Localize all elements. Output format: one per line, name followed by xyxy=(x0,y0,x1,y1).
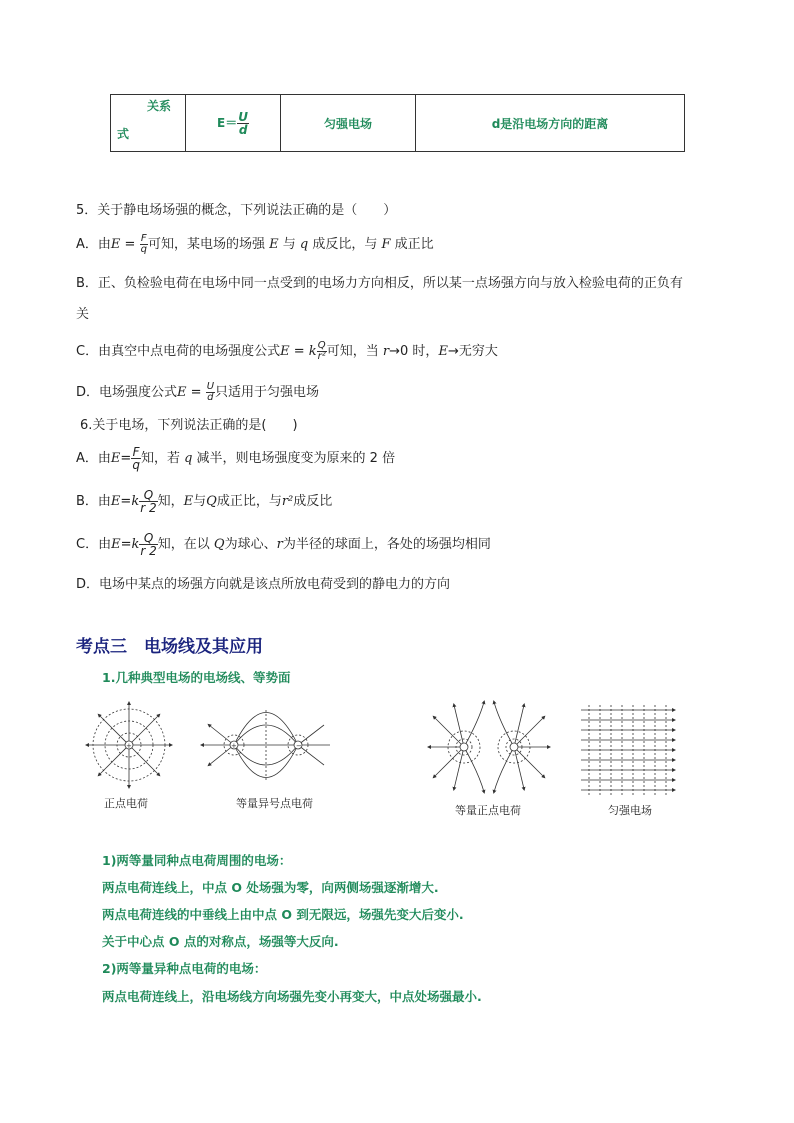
q5-d-pre: D．电场强度公式 xyxy=(76,385,178,400)
q6-option-d: D．电场中某点的场强方向就是该点所放电荷受到的静电力的方向 xyxy=(76,577,451,592)
formula-cell: E＝ $\frac{U}{d}$ xyxy=(186,95,281,152)
formula-num: U xyxy=(238,109,248,124)
q6-b-mid2: 成正比，与 xyxy=(216,494,282,509)
q6-b-post: 知， xyxy=(157,494,184,509)
q6-b-pre: B．由 xyxy=(76,494,111,509)
formula-table xyxy=(110,94,685,152)
caption-positive-charge: 正点电荷 xyxy=(104,797,148,810)
formula-fraction xyxy=(237,111,249,136)
q5-option-c: C．由真空中点电荷的电场强度公式E = k $\frac{Q}{\text{r²}}$ 可知，当 r→0 时，E→无穷大 xyxy=(76,340,498,362)
q6-a-tail: 减半，则电场强度变为原来的 2 倍 xyxy=(196,451,396,466)
q5-a-post: 可知，某电场的场强 xyxy=(147,237,265,252)
q5-d-frac: $\frac{U}{d}$ xyxy=(206,381,215,403)
relation-label-2: 式 xyxy=(117,127,130,141)
svg-text:+: + xyxy=(231,742,237,750)
positive-charge-diagram xyxy=(87,703,171,787)
q5-c-frac: $\frac{Q}{\text{r²}}$ xyxy=(317,340,326,362)
q6-b-mid: 与 xyxy=(193,494,207,509)
q6-c-frac: $\frac{Q}{r 2}$ xyxy=(140,531,157,558)
note-cell: d是沿电场方向的距离 xyxy=(416,95,685,152)
q5-c-pre: C．由真空中点电荷的电场强度公式 xyxy=(76,344,281,359)
q5-a-frac: $\frac{F}{q}$ xyxy=(140,233,147,255)
q6-a-pre: A．由 xyxy=(76,451,111,466)
q6-c-post: 知，在以 xyxy=(157,537,210,552)
caption-like-charges: 等量正点电荷 xyxy=(455,804,521,817)
q6-option-a: A．由E= $\frac{F}{q}$ 知，若 q 减半，则电场强度变为原来的 2 倍 xyxy=(76,445,396,472)
q6-option-b: B．由E=k $\frac{Q}{r 2}$ 知，E与Q成正比，与r²成反比 xyxy=(76,488,333,515)
note-heading-2: 2)两等量异种点电荷的电场： xyxy=(102,961,267,976)
caption-uniform-field: 匀强电场 xyxy=(608,804,652,817)
note-heading-1: 1)两等量同种点电荷周围的电场： xyxy=(102,853,292,868)
section-subtitle: 1.几种典型电场的电场线、等势面 xyxy=(102,670,291,685)
formula-den: d xyxy=(238,122,248,137)
q6-c-end: 为半径的球面上，各处的场强均相同 xyxy=(282,537,491,552)
caption-opposite-charges: 等量异号点电荷 xyxy=(236,797,313,810)
formula-lhs: E xyxy=(217,115,226,130)
note-line-2: 两点电荷连线的中垂线上由中点 O 到无限远，场强先变大后变小. xyxy=(102,907,464,922)
q5-option-d: D．电场强度公式E = $\frac{U}{d}$ 只适用于匀强电场 xyxy=(76,381,320,403)
note-line-3: 关于中心点 O 点的对称点，场强等大反向. xyxy=(102,934,339,949)
q6-c-mid: 为球心、 xyxy=(224,537,277,552)
q5-option-a: A．由E = $\frac{F}{q}$ 可知，某电场的场强 E 与 q 成反比，与 F 成正比 xyxy=(76,233,434,255)
q5-c-post: 可知，当 xyxy=(326,344,379,359)
q5-a-tail2: 成反比，与 xyxy=(312,237,378,252)
q5-option-b-line2: 关 xyxy=(76,307,90,322)
condition-cell: 匀强电场 xyxy=(281,95,416,152)
q5-a-tail3: 成正比 xyxy=(394,237,434,252)
q5-stem: 5．关于静电场场强的概念，下列说法正确的是（ ） xyxy=(76,203,397,218)
q6-a-frac: $\frac{F}{q}$ xyxy=(132,445,140,472)
note-line-4: 两点电荷连线上，沿电场线方向场强先变小再变大，中点处场强最小. xyxy=(102,989,482,1004)
opposite-charges-diagram xyxy=(202,710,330,780)
svg-text:+: + xyxy=(126,742,132,750)
q5-a-tail: 与 xyxy=(282,237,296,252)
relation-label-1: 关系 xyxy=(147,99,172,113)
q6-b-end: 成反比 xyxy=(293,494,333,509)
q6-a-post: 知，若 xyxy=(140,451,180,466)
q6-option-c: C．由E=k $\frac{Q}{r 2}$ 知，在以 Q为球心、r为半径的球面上，各处的场强均相同 xyxy=(76,531,491,558)
q5-option-b-line1: B．正、负检验电荷在电场中同一点受到的电场力方向相反，所以某一点场强方向与放入检验电荷的正负有 xyxy=(76,276,683,291)
q5-c-mid: →0 时， xyxy=(389,344,439,359)
q6-c-pre: C．由 xyxy=(76,537,112,552)
section-title: 考点三 电场线及其应用 xyxy=(76,637,263,657)
field-line-diagrams xyxy=(84,700,684,810)
svg-text:−: − xyxy=(296,742,302,750)
q5-a-pre: A．由 xyxy=(76,237,111,252)
q5-c-end: →无穷大 xyxy=(447,344,498,359)
like-charges-diagram xyxy=(429,702,549,792)
q6-stem: 6.关于电场，下列说法正确的是( ) xyxy=(80,418,298,433)
q5-d-post: 只适用于匀强电场 xyxy=(215,385,320,400)
note-line-1: 两点电荷连线上，中点 O 处场强为零，向两侧场强逐渐增大. xyxy=(102,880,439,895)
relation-cell xyxy=(111,95,186,152)
q6-b-frac: $\frac{Q}{r 2}$ xyxy=(140,488,157,515)
uniform-field-diagram xyxy=(581,705,674,795)
